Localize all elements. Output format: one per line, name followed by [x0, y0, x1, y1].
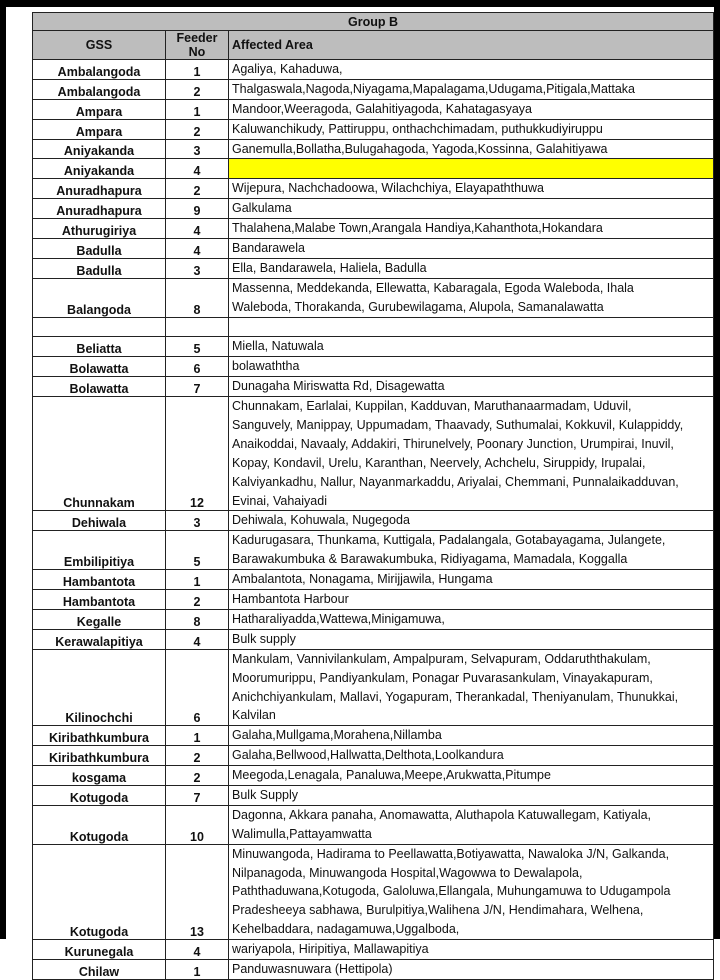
affected-area-line: Moorumurippu, Pandiyankulam, Ponagar Puvarasankulam, Vinayakapuram,: [232, 670, 653, 685]
affected-area-line: Galaha,Bellwood,Hallwatta,Delthota,Loolkandura: [232, 748, 504, 763]
affected-area-cell: [229, 79, 714, 99]
affected-area-cell: [229, 940, 714, 960]
gss-cell: [33, 317, 166, 337]
affected-area-line: Mandoor,Weeragoda, Galahitiyagoda, Kahatagasyaya: [232, 101, 532, 116]
affected-area-cell: [229, 179, 714, 199]
affected-area-line: Thalgaswala,Nagoda,Niyagama,Mapalagama,Udugama,Pitigala,Mattaka: [232, 81, 636, 96]
feeder-header: Feeder No: [166, 31, 229, 60]
affected-area-cell: [229, 570, 714, 590]
affected-area-cell: [229, 649, 714, 726]
gss-cell: Athurugiriya: [33, 219, 166, 239]
feeder-cell: 13: [166, 844, 229, 939]
affected-area-line: Kaluwanchikudy, Pattiruppu, onthachchimadam, puthukkudiyiruppu: [232, 121, 603, 136]
gss-cell: Kegalle: [33, 609, 166, 629]
feeder-cell: 5: [166, 531, 229, 570]
affected-area-line: Galkulama: [232, 201, 292, 216]
affected-area-cell: [229, 258, 714, 278]
affected-area-line: Thalahena,Malabe Town,Arangala Handiya,Kahanthota,Hokandara: [232, 221, 603, 236]
affected-area-cell: [229, 397, 714, 511]
affected-area-line: Sanguvely, Manippay, Uppumadam, Thaavady, Suthumalai, Kokkuvil, Kulappiddy,: [232, 418, 684, 433]
affected-area-cell: [229, 357, 714, 377]
table-row: [33, 397, 714, 511]
right-border: [714, 0, 720, 939]
affected-area-cell: [229, 766, 714, 786]
gss-cell: Dehiwala: [33, 511, 166, 531]
affected-area-cell: [229, 119, 714, 139]
feeder-cell: 1: [166, 60, 229, 80]
feeder-cell: 2: [166, 119, 229, 139]
table-row: [33, 139, 714, 159]
affected-area-cell: [229, 531, 714, 570]
table-row: [33, 649, 714, 726]
feeder-cell: 3: [166, 139, 229, 159]
table-body: [33, 60, 714, 980]
feeder-cell: 4: [166, 159, 229, 179]
table-row: [33, 570, 714, 590]
affected-area-cell: [229, 139, 714, 159]
affected-area-line: Wijepura, Nachchadoowa, Wilachchiya, Elayapaththuwa: [232, 181, 544, 196]
gss-cell: Bolawatta: [33, 357, 166, 377]
feeder-cell: 4: [166, 940, 229, 960]
feeder-cell: 3: [166, 258, 229, 278]
gss-cell: Kotugoda: [33, 844, 166, 939]
affected-area-line: wariyapola, Hiripitiya, Mallawapitiya: [232, 942, 429, 957]
group-title-row: [33, 13, 714, 31]
affected-area-line: Waleboda, Thorakanda, Gurubewilagama, Alupola, Samanalawatta: [232, 299, 604, 314]
table-row: [33, 629, 714, 649]
affected-area-cell: [229, 844, 714, 939]
feeder-cell: 1: [166, 570, 229, 590]
affected-area-line: Kehelbaddara, nadagamuwa,Uggalboda,: [232, 922, 460, 937]
table-row: [33, 805, 714, 844]
gss-cell: Badulla: [33, 239, 166, 259]
gss-cell: Badulla: [33, 258, 166, 278]
table-row: [33, 531, 714, 570]
feeder-cell: 2: [166, 766, 229, 786]
feeder-cell: 5: [166, 337, 229, 357]
feeder-cell: 3: [166, 511, 229, 531]
table-row: [33, 377, 714, 397]
affected-area-line: Dagonna, Akkara panaha, Anomawatta, Aluthapola Katuwallegam, Katiyala,: [232, 807, 652, 822]
affected-area-line: Ambalantota, Nonagama, Mirijjawila, Hungama: [232, 572, 493, 587]
area-header: Affected Area: [229, 31, 714, 60]
feeder-cell: 7: [166, 785, 229, 805]
gss-cell: Beliatta: [33, 337, 166, 357]
affected-area-cell: [229, 511, 714, 531]
affected-area-line: Bulk Supply: [232, 787, 299, 802]
affected-area-line: [232, 159, 710, 178]
affected-area-line: Nilpanagoda, Minuwangoda Hospital,Wagowwa to Dewalapola,: [232, 865, 583, 880]
gss-cell: Kiribathkumbura: [33, 726, 166, 746]
affected-area-line: Pradesheeya sabhawa, Burulpitiya,Walihena J/N, Hendimahara, Welhena,: [232, 903, 644, 918]
gss-cell: Balangoda: [33, 278, 166, 317]
affected-area-line: Kadurugasara, Thunkama, Kuttigala, Padalangala, Gotabayagama, Julangete,: [232, 533, 666, 548]
feeder-cell: 7: [166, 377, 229, 397]
feeder-cell: 2: [166, 590, 229, 610]
gss-cell: Anuradhapura: [33, 199, 166, 219]
affected-area-line: Kalviyankadhu, Nallur, Nayanmarkaddu, Ariyalai, Chemmani, Punnalaikadduvan,: [232, 474, 679, 489]
table-row: [33, 79, 714, 99]
gss-cell: Chunnakam: [33, 397, 166, 511]
affected-area-line: Hatharaliyadda,Wattewa,Minigamuwa,: [232, 611, 445, 626]
affected-area-cell: [229, 746, 714, 766]
table-row: [33, 239, 714, 259]
feeder-cell: 6: [166, 357, 229, 377]
feeder-cell: 6: [166, 649, 229, 726]
feeder-cell: 10: [166, 805, 229, 844]
affected-area-line: Ella, Bandarawela, Haliela, Badulla: [232, 260, 427, 275]
affected-area-cell: [229, 239, 714, 259]
affected-area-line: Galaha,Mullgama,Morahena,Nillamba: [232, 728, 442, 743]
gss-cell: Embilipitiya: [33, 531, 166, 570]
top-border: [0, 0, 720, 7]
affected-area-line: Walimulla,Pattayamwatta: [232, 826, 372, 841]
table-row: [33, 60, 714, 80]
table-row: [33, 766, 714, 786]
affected-area-line: Chunnakam, Earlalai, Kuppilan, Kadduvan, Maruthanaarmadam, Uduvil,: [232, 399, 632, 414]
gss-cell: Ampara: [33, 119, 166, 139]
gss-cell: Kotugoda: [33, 785, 166, 805]
affected-area-cell: [229, 317, 714, 337]
gss-cell: Aniyakanda: [33, 159, 166, 179]
table-row: [33, 940, 714, 960]
feeder-cell: 1: [166, 959, 229, 979]
gss-cell: kosgama: [33, 766, 166, 786]
affected-area-cell: [229, 805, 714, 844]
header-row: [33, 31, 714, 60]
gss-header: GSS: [33, 31, 166, 60]
table-row: [33, 179, 714, 199]
table-row: [33, 357, 714, 377]
gss-cell: Kilinochchi: [33, 649, 166, 726]
table-row: [33, 959, 714, 979]
affected-area-cell: [229, 629, 714, 649]
affected-area-line: Bandarawela: [232, 241, 305, 256]
affected-area-line: Dehiwala, Kohuwala, Nugegoda: [232, 513, 410, 528]
affected-area-cell: [229, 278, 714, 317]
gss-cell: Ambalangoda: [33, 60, 166, 80]
left-border: [0, 0, 6, 939]
table-row: [33, 590, 714, 610]
gss-cell: Kerawalapitiya: [33, 629, 166, 649]
affected-area-cell: [229, 219, 714, 239]
affected-area-line: Panduwasnuwara (Hettipola): [232, 961, 393, 976]
affected-area-cell: [229, 377, 714, 397]
affected-area-line: bolawaththa: [232, 359, 300, 374]
affected-area-line: Agaliya, Kahaduwa,: [232, 62, 343, 76]
affected-area-line: [232, 318, 710, 337]
affected-area-cell: [229, 337, 714, 357]
gss-cell: Anuradhapura: [33, 179, 166, 199]
affected-area-line: Minuwangoda, Hadirama to Peellawatta,Botiyawatta, Nawaloka J/N, Galkanda,: [232, 846, 670, 861]
table-row: [33, 844, 714, 939]
affected-area-line: Kopay, Kondavil, Urelu, Karanthan, Neervely, Achchelu, Siruppidy, Irupalai,: [232, 455, 646, 470]
table-row: [33, 119, 714, 139]
gss-cell: Hambantota: [33, 570, 166, 590]
group-title: Group B: [33, 13, 714, 31]
affected-area-cell: [229, 785, 714, 805]
table-row: [33, 317, 714, 337]
table-row: [33, 337, 714, 357]
affected-area-line: Evinai, Vahaiyadi: [232, 493, 327, 508]
affected-area-line: Kalvilan: [232, 708, 276, 723]
affected-area-line: Ganemulla,Bollatha,Bulugahagoda, Yagoda,Kossinna, Galahitiyawa: [232, 141, 608, 156]
affected-area-line: Dunagaha Miriswatta Rd, Disagewatta: [232, 379, 445, 394]
table-row: [33, 746, 714, 766]
table-row: [33, 609, 714, 629]
affected-area-line: Massenna, Meddekanda, Ellewatta, Kabaragala, Egoda Waleboda, Ihala: [232, 280, 634, 295]
table-row: [33, 785, 714, 805]
feeder-cell: 4: [166, 219, 229, 239]
table-row: [33, 258, 714, 278]
affected-area-line: Miella, Natuwala: [232, 339, 324, 354]
gss-cell: Chilaw: [33, 959, 166, 979]
table-row: [33, 726, 714, 746]
feeder-cell: 2: [166, 746, 229, 766]
table-row: [33, 511, 714, 531]
feeder-cell: 1: [166, 726, 229, 746]
affected-area-line: Bulk supply: [232, 631, 296, 646]
feeder-cell: 8: [166, 278, 229, 317]
affected-area-cell: [229, 159, 714, 179]
affected-area-line: Anaikoddai, Navaaly, Addakiri, Thirunelvely, Poonary Junction, Urumpirai, Inuvil,: [232, 436, 674, 451]
table-row: [33, 219, 714, 239]
affected-area-line: Anichchiyankulam, Mallavi, Yogapuram, Therankadal, Theniyanulam, Thunukkai,: [232, 689, 679, 704]
feeder-cell: 8: [166, 609, 229, 629]
feeder-cell: 2: [166, 79, 229, 99]
gss-cell: Ambalangoda: [33, 79, 166, 99]
feeder-cell: 9: [166, 199, 229, 219]
gss-cell: Kiribathkumbura: [33, 746, 166, 766]
table-row: [33, 278, 714, 317]
feeder-cell: 4: [166, 239, 229, 259]
affected-area-line: Hambantota Harbour: [232, 592, 349, 607]
affected-area-line: Barawakumbuka & Barawakumbuka, Ridiyagama, Mamadala, Koggalla: [232, 552, 628, 567]
gss-cell: Kotugoda: [33, 805, 166, 844]
gss-cell: Kurunegala: [33, 940, 166, 960]
table-row: [33, 99, 714, 119]
affected-area-line: Paththaduwana,Kotugoda, Galoluwa,Ellangala, Muhungamuwa to Udugampola: [232, 884, 671, 899]
affected-area-cell: [229, 60, 714, 80]
gss-cell: Ampara: [33, 99, 166, 119]
outage-table: [32, 12, 714, 980]
feeder-cell: 12: [166, 397, 229, 511]
affected-area-cell: [229, 726, 714, 746]
affected-area-cell: [229, 590, 714, 610]
table-row: [33, 199, 714, 219]
affected-area-cell: [229, 99, 714, 119]
gss-cell: Bolawatta: [33, 377, 166, 397]
gss-cell: Hambantota: [33, 590, 166, 610]
affected-area-cell: [229, 959, 714, 979]
feeder-cell: 1: [166, 99, 229, 119]
table-row: [33, 159, 714, 179]
feeder-cell: [166, 317, 229, 337]
affected-area-cell: [229, 609, 714, 629]
gss-cell: Aniyakanda: [33, 139, 166, 159]
outage-schedule: [32, 12, 714, 980]
affected-area-cell: [229, 199, 714, 219]
affected-area-line: Meegoda,Lenagala, Panaluwa,Meepe,Arukwatta,Pitumpe: [232, 768, 551, 783]
affected-area-line: Mankulam, Vannivilankulam, Ampalpuram, Selvapuram, Oddaruththakulam,: [232, 651, 651, 666]
feeder-cell: 2: [166, 179, 229, 199]
feeder-cell: 4: [166, 629, 229, 649]
